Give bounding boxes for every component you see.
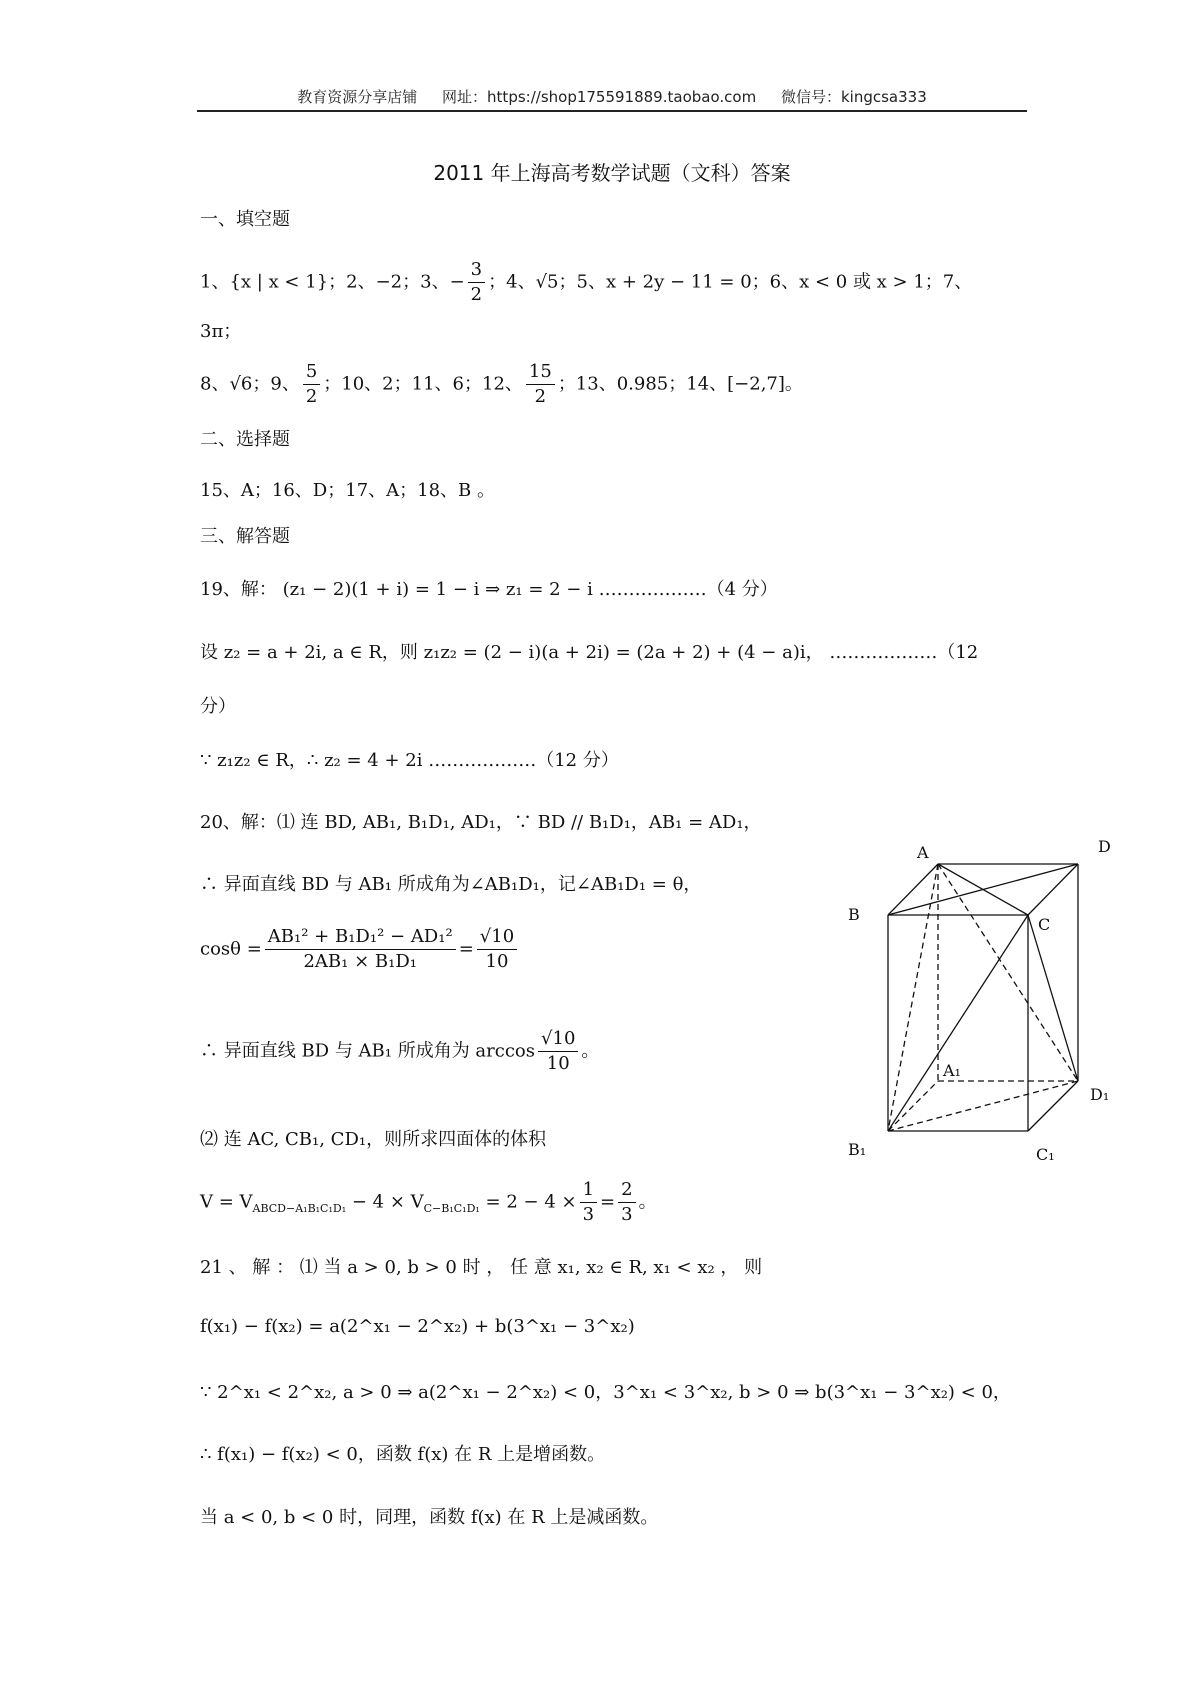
q19-line-4: ∵ z₁z₂ ∈ R，∴ z₂ = 4 + 2i ………………（12 分） bbox=[200, 750, 619, 771]
fraction: $\frac{√10}{10}$ bbox=[477, 925, 517, 974]
vertex-d: D bbox=[1098, 837, 1111, 856]
q19-line-3: 分） bbox=[200, 696, 236, 717]
page-header bbox=[197, 86, 1027, 107]
fraction: $\frac{\text{AB₁² + B₁D₁² − AD₁²}}{\text{2AB₁ × B₁D₁}}$ bbox=[265, 925, 456, 974]
fraction: $\frac{√10}{10}$ bbox=[538, 1027, 578, 1076]
header-site: 网址：https://shop175591889.taobao.com bbox=[442, 88, 757, 106]
prism-figure bbox=[845, 830, 1145, 1190]
q20-volume-formula: $V = V_{ABCD-A_1B_1C_1D_1} - 4 \times V_{C-B_1C_1D_1} = 2 - 4$ × $\frac{1}{3}$ = $\frac{2}{3}$ 。 bbox=[200, 1179, 657, 1225]
choice-answers: 15、A；16、D；17、A；18、B 。 bbox=[200, 480, 495, 501]
fill-line-3: 8、√6；9、 $\frac{5}{2}$ ；10、2；11、6；12、 $\frac{15}{2}$ ；13、0.985；14、[−2,7]。 bbox=[200, 361, 803, 407]
vertex-a1: A₁ bbox=[943, 1061, 961, 1080]
fraction: $\frac{5}{2}$ bbox=[303, 360, 320, 409]
vertex-b: B bbox=[848, 905, 860, 924]
section-choice: 二、选择题 bbox=[200, 429, 290, 450]
q21-line-1: 21 、 解 ： ⑴ 当 a > 0, b > 0 时 ， 任 意 x₁, x₂ ∈ R, x₁ < x₂ ， 则 bbox=[200, 1257, 763, 1278]
q20-cos-formula: cosθ = $\frac{\text{AB₁² + B₁D₁² − AD₁²}}{\text{2AB₁ × B₁D₁}}$ = $\frac{√10}{10}$ bbox=[200, 925, 520, 974]
vertex-b1: B₁ bbox=[848, 1140, 867, 1159]
fill-line-1: 1、{x | x < 1}；2、−2；3、− $\frac{3}{2}$ ；4、√5；5、x + 2y − 11 = 0；6、x < 0 或 x > 1；7、 bbox=[200, 259, 973, 305]
q19-line-1: 19、解： (z₁ − 2)(1 + i) = 1 − i ⇒ z₁ = 2 − i ………………（4 分） bbox=[200, 579, 778, 600]
q19-line-2: 设 z₂ = a + 2i, a ∈ R，则 z₁z₂ = (2 − i)(a + 2i) = (2a + 2) + (4 − a)i， ………………（12 bbox=[200, 642, 979, 663]
q21-line-5: 当 a < 0, b < 0 时，同理，函数 f(x) 在 R 上是减函数。 bbox=[200, 1507, 659, 1528]
section-solve: 三、解答题 bbox=[200, 526, 290, 547]
q20-line-4: ∴ 异面直线 BD 与 AB₁ 所成角为 arccos $\frac{√10}{10}$ 。 bbox=[200, 1028, 600, 1074]
q21-line-2: f(x₁) − f(x₂) = a(2^x₁ − 2^x₂) + b(3^x₁ − 3^x₂) bbox=[200, 1316, 635, 1337]
header-divider bbox=[197, 110, 1027, 112]
section-fill: 一、填空题 bbox=[200, 209, 290, 230]
header-wechat: 微信号：kingcsa333 bbox=[780, 88, 927, 106]
q20-line-1: 20、解：⑴ 连 BD, AB₁, B₁D₁, AD₁，∵ BD // B₁D₁，AB₁ = AD₁， bbox=[200, 812, 762, 833]
fraction: $\frac{1}{3}$ bbox=[580, 1178, 597, 1227]
vertex-a: A bbox=[917, 843, 929, 862]
q20-line-2: ∴ 异面直线 BD 与 AB₁ 所成角为∠AB₁D₁，记∠AB₁D₁ = θ， bbox=[200, 874, 702, 895]
fill-line-2: 3π； bbox=[200, 321, 242, 342]
fraction: $\frac{15}{2}$ bbox=[526, 360, 555, 409]
q21-line-4: ∴ f(x₁) − f(x₂) < 0，函数 f(x) 在 R 上是增函数。 bbox=[200, 1444, 606, 1465]
vertex-c1: C₁ bbox=[1036, 1145, 1055, 1164]
fraction: $\frac{2}{3}$ bbox=[618, 1178, 635, 1227]
q20-line-5: ⑵ 连 AC, CB₁, CD₁，则所求四面体的体积 bbox=[200, 1129, 547, 1150]
vertex-c: C bbox=[1038, 915, 1051, 934]
fraction: $\frac{3}{2}$ bbox=[468, 258, 485, 307]
page-title: 2011 年上海高考数学试题（文科）答案 bbox=[433, 161, 791, 185]
header-shop: 教育资源分享店铺 bbox=[297, 88, 418, 106]
q21-line-3: ∵ 2^x₁ < 2^x₂, a > 0 ⇒ a(2^x₁ − 2^x₂) < 0，3^x₁ < 3^x₂, b > 0 ⇒ b(3^x₁ − 3^x₂) < 0， bbox=[200, 1382, 1011, 1403]
vertex-d1: D₁ bbox=[1090, 1085, 1110, 1104]
